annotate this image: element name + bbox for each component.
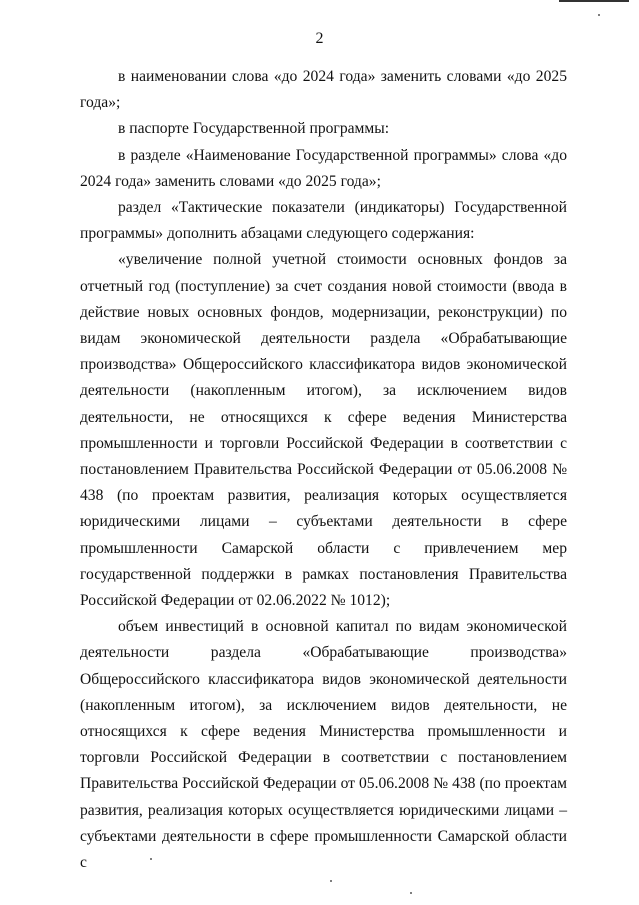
paragraph-investment-indicator: объем инвестиций в основной капитал по видам экономической деятельности раздела «Обрабатывающие производства» Общероссийского классификатора видов экономической деятельности (накопленным итогом), за исключением видов деятельности, не относящихся к сфере ведения Министерства промышленности и торговли Российской Федерации в соответствии с постановлением Правительства Российской Федерации от 05.06.2008 № 438 (по проектам развития, реализация которых осуществляется юридическими лицами – субъектами деятельности в сфере промышленности Самарской области с [80,618,567,872]
paragraph-fixed-assets-indicator: «увеличение полной учетной стоимости основных фондов за отчетный год (поступление) за счет создания новой стоимости (ввода в действие новых основных фондов, модернизации, реконструкции) по видам экономической деятельности раздела «Обрабатывающие производства» Общероссийского классификатора видов экономической деятельности (накопленным итогом), за исключением видов деятельности, не относящихся к сфере ведения Министерства промышленности и торговли Российской Федерации в соответствии с постановлением Правительства Российской Федерации от 05.06.2008 № 438 (по проектам развития, реализация которых осуществляется юридическими лицами – субъектами деятельности в сфере промышленности Самарской области с привлечением мер государственной поддержки в рамках постановления Правительства Российской Федерации от 02.06.2022 № 1012); [80,251,567,610]
scan-speck [410,892,412,894]
scan-speck [150,858,152,860]
scan-edge-mark [559,0,629,2]
document-body [80,64,567,876]
page-number: 2 [315,30,324,47]
paragraph-tactical-indicators: раздел «Тактические показатели (индикаторы) Государственной программы» дополнить абзацами следующего содержания: [80,199,567,243]
scan-speck [598,14,600,16]
paragraph-section-name: в разделе «Наименование Государственной программы» слова «до 2024 года» заменить словами «до 2025 года»; [80,146,567,190]
scan-speck [330,880,332,882]
paragraph-name-change: в наименовании слова «до 2024 года» заменить словами «до 2025 года»; [80,68,567,112]
paragraph-passport-heading: в паспорте Государственной программы: [118,120,390,138]
